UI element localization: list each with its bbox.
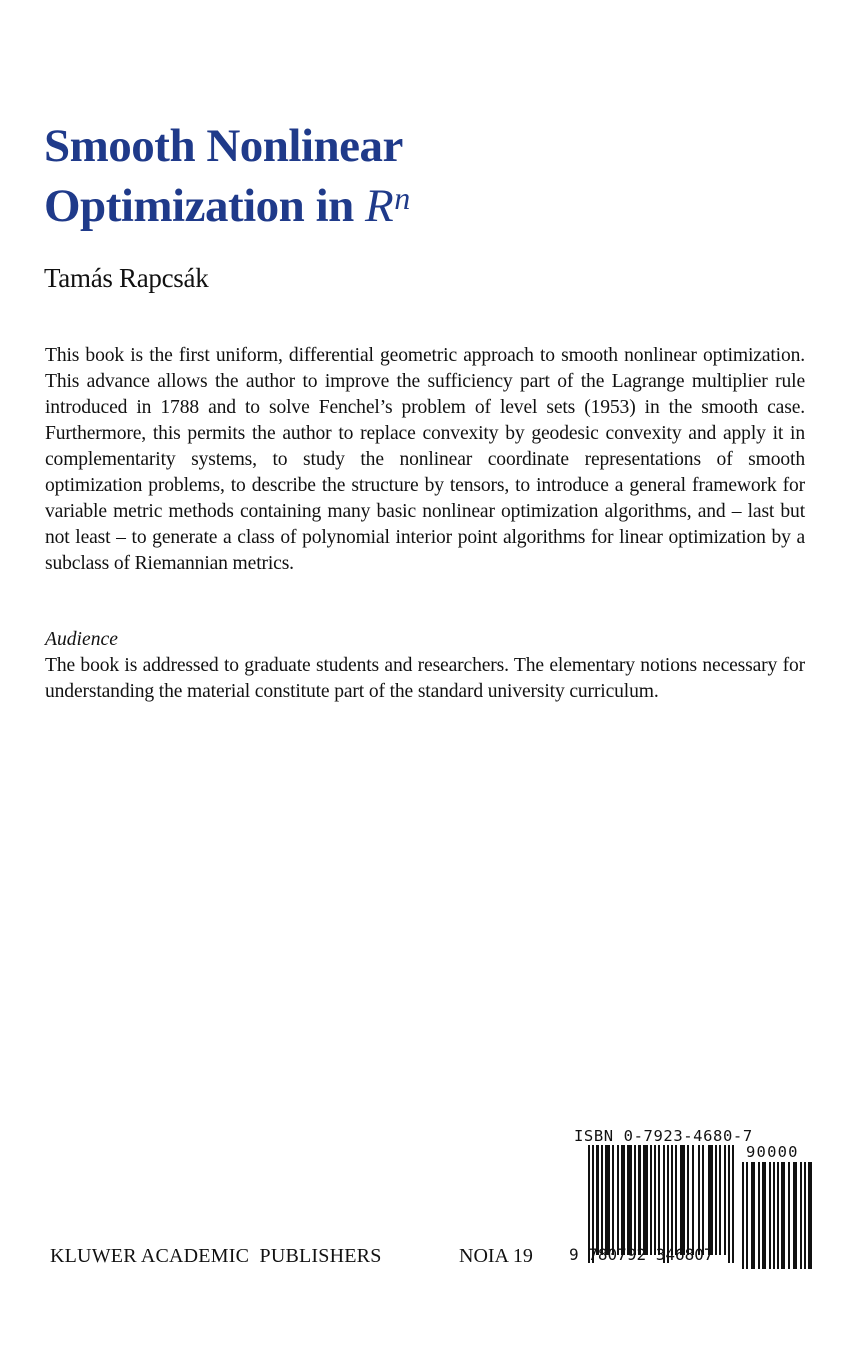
author-name: Tamás Rapcsák <box>44 263 209 293</box>
title-line-2: Optimization in <box>44 180 366 232</box>
ean-digits <box>569 1246 714 1264</box>
ean-left-group: 780792 <box>588 1245 647 1264</box>
audience-heading: Audience <box>45 629 118 650</box>
title-math-base: R <box>365 180 394 232</box>
title-line-1: Smooth Nonlinear <box>44 120 403 172</box>
publisher-name: KLUWER ACADEMIC PUBLISHERS <box>50 1245 382 1267</box>
series-label: NOIA 19 <box>459 1245 533 1267</box>
audience-description: The book is addressed to graduate students and researchers. The elementary notions necessary for understanding the material constitute part of the standard university curriculum. <box>45 655 805 702</box>
ean-first-digit: 9 <box>569 1245 579 1264</box>
book-title <box>44 120 410 232</box>
isbn-label: ISBN 0-7923-4680-7 <box>574 1127 753 1145</box>
ean-right-group: 346807 <box>655 1245 714 1264</box>
price-code: 90000 <box>746 1143 799 1161</box>
book-description: This book is the first uniform, differential geometric approach to smooth nonlinear optimization. This advance allows the author to improve the sufficiency part of the Lagrange multiplier rule introduced in 1788 and to solve Fenchel’s problem of level sets (1953) in the smooth case. Furthermore, this permits the author to replace convexity by geodesic convexity and apply it in complementarity systems, to study the nonlinear coordinate representations of smooth optimization problems, to describe the structure by tensors, to introduce a general framework for variable metric methods containing many basic nonlinear optimization algorithms, and – last but not least – to generate a class of polynomial interior point algorithms for linear optimization by a subclass of Riemannian metrics. <box>45 345 805 574</box>
title-math-superscript: n <box>394 180 410 216</box>
